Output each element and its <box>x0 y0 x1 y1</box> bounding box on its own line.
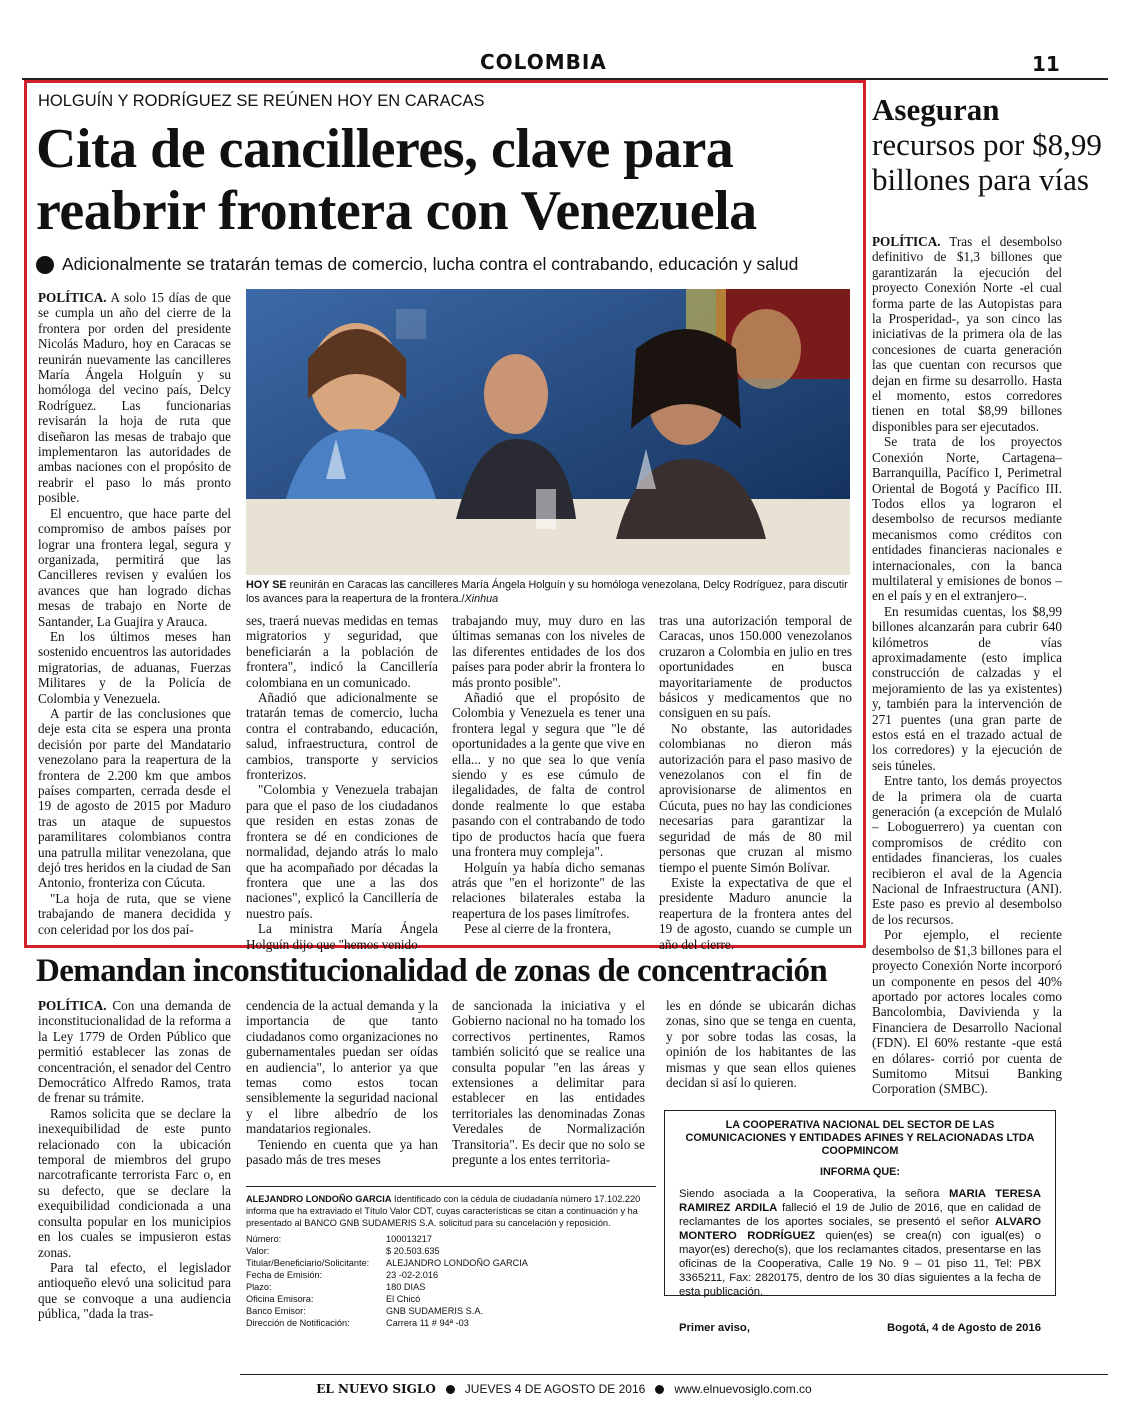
main-deck <box>36 254 798 275</box>
main-deck-text: Adicionalmente se tratarán temas de comercio, lucha contra el contrabando, educación y salud <box>62 254 799 274</box>
coop-body: Siendo asociada a la Cooperativa, la señora MARIA TERESA RAMIREZ ARDILA falleció el 19 de Julio de 2016, que en calidad de reclamantes de los aportes sociales, se presentó el señor ALVARO MONTERO RODRÍGUEZ quien(es) se crea(n) con igual(es) o mayor(es) derecho(s), que los reclamantes citados, presentarse en las oficinas de la Cooperativa, Calle 19 No. 9 – 01 piso 11, Tel: PBX 3365211, Fax: 2820175, dentro de los 30 días siguientes a la fecha de esta publicación. <box>679 1188 1042 1298</box>
second-column-2 <box>246 998 438 1167</box>
paragraph: "Colombia y Venezuela trabajan para que el paso de los ciudadanos que residen en estas zonas de frontera se dé en condiciones de normalidad, dejando atrás lo malo que ha acompañado por décadas la frontera que une a las dos naciones", explicó la Cancillería de nuestro país. <box>246 782 438 921</box>
second-column-4 <box>666 998 856 1090</box>
paragraph: Añadió que adicionalmente se tratarán temas de comercio, lucha contra el contrabando, educación, salud, infraestructura, control de cambios, transporte y servicios fronterizos. <box>246 690 438 783</box>
paragraph: No obstante, las autoridades colombianas no dieron más autorización para el paso masivo de venezolanos con el fin de aprovisionarse de alimentos en Cúcuta, pues no hay las condiciones necesarias para garantizar la seguridad de más de 80 mil personas que cruzan al mismo tiempo el puente Simón Bolívar. <box>659 720 852 875</box>
byline: POLÍTICA. <box>38 998 107 1013</box>
paragraph: La ministra María Ángela Holguín dijo que "hemos venido <box>246 921 438 952</box>
byline: POLÍTICA. <box>38 290 107 305</box>
paragraph: Para tal efecto, el legislador antioqueño elevó una solicitud para que se convoque a una audiencia pública, "dada la tras- <box>38 1259 231 1322</box>
coop-informa: INFORMA QUE: <box>820 1166 900 1178</box>
notice-row: Titular/Beneficiario/Solicitante: ALEJANDRO LONDOÑO GARCIA <box>246 1258 528 1268</box>
bullet-icon <box>36 256 54 274</box>
coop-header: LA COOPERATIVA NACIONAL DEL SECTOR DE LAS COMUNICACIONES Y ENTIDADES AFINES Y RELACIONADAS LTDA COOPMINCOM <box>685 1119 1035 1157</box>
photo-caption <box>246 578 852 606</box>
coop-foot-right: Bogotá, 4 de Agosto de 2016 <box>886 1322 1041 1334</box>
notice-row: Valor: $ 20.503.635 <box>246 1246 440 1256</box>
paragraph: En los últimos meses han sostenido encuentros las autoridades migratorias, de aduanas, Fuerzas Militares y de la Policía de Colombia y Venezuela. <box>38 628 231 706</box>
footer-url[interactable]: www.elnuevosiglo.com.co <box>674 1382 812 1396</box>
main-kicker: HOLGUÍN Y RODRÍGUEZ SE REÚNEN HOY EN CARACAS <box>38 92 485 110</box>
second-column-1 <box>38 998 231 1322</box>
notice-row: Número: 100013217 <box>246 1234 432 1244</box>
second-column-3 <box>452 998 645 1167</box>
paragraph: Entre tanto, los demás proyectos de la primera ola de cuarta generación (a excepción de Mulaló – Loboguerrero) ya cuentan con compromisos de crédito con entidades financieras, los cuales recibieron el aval de la Agencia Nacional de Infraestructura (ANI). Este paso es previo al desembolso de los recursos. <box>872 773 1062 927</box>
coop-notice <box>664 1110 1056 1334</box>
paragraph: En resumidas cuentas, los $8,99 billones alcanzarán para cubrir 640 kilómetros de vías aproximadamente (esto implica construcción de calzadas y el mejoramiento de las ya existentes) y, también para la intervención de 271 puentes (una gran parte de estos está en el trazado actual de los corredores) y la ejecución de seis túneles. <box>872 603 1062 773</box>
bullet-icon <box>655 1385 664 1394</box>
paragraph: Se trata de los proyectos Conexión Norte, Cartagena–Barranquilla, Pacífico I, Perimetral Oriental de Bogotá y Pacífico III. Todos ellos ya lograron el desembolso de recursos mediante mecanismos como créditos con entidades financieras nacionales e internacionales, con la banca multilateral y emisiones de bonos –en el país y en el extranjero–. <box>872 434 1062 604</box>
second-headline: Demandan inconstitucionalidad de zonas de concentración <box>36 953 828 989</box>
main-column-3 <box>452 613 645 937</box>
paragraph: de sancionada la iniciativa y el Gobierno nacional no ha tomado los correctivos pertinentes, Ramos también solicitó que se realice una consulta popular "en las áreas y extensiones a delimitar para establecer en las entidades territoriales las denominadas Zonas Veredales de Normalización Transitoria". Es decir que no solo se pregunte a los entes territoria- <box>452 998 645 1168</box>
side-headline <box>872 92 1112 197</box>
notice-name: ALEJANDRO LONDOÑO GARCIA <box>246 1194 392 1204</box>
section-title: COLOMBIA <box>480 50 607 74</box>
paragraph: A partir de las conclusiones que deje esta cita se espera una pronta decisión por parte del Mandatario venezolano para la reapertura de la frontera de 2.200 km que ambos países comparten, cerrada desde el 19 de agosto de 2015 por Maduro tras un ataque de supuestos paramilitares colombianos contra una patrulla militar venezolana, que dejó tres heridos en la ciudad de San Antonio, fronteriza con Cúcuta. <box>38 705 231 891</box>
byline: POLÍTICA. <box>872 234 941 249</box>
side-column <box>872 234 1062 1097</box>
main-headline: Cita de cancilleres, clave para reabrir frontera con Venezuela <box>36 118 757 242</box>
caption-text: reunirán en Caracas las cancilleres María Ángela Holguín y su homóloga venezolana, Delcy Rodríguez, para discutir los avances para la reapertura de la frontera./ <box>246 579 848 605</box>
footer-rule <box>240 1374 1108 1375</box>
paragraph: "La hoja de ruta, que se viene trabajando de manera decidida y con celeridad por los dos paí- <box>38 890 231 937</box>
page-footer <box>0 1382 1128 1396</box>
cancilleres-photo <box>246 289 850 575</box>
page-number: 11 <box>1032 52 1060 76</box>
paragraph: Existe la expectativa de que el presidente Maduro anuncie la reapertura de la frontera antes del 19 de agosto, cuando se cumple un año del cierre. <box>659 874 852 952</box>
notice-row: Dirección de Notificación: Carrera 11 # 94ª -03 <box>246 1318 469 1328</box>
caption-credit: Xinhua <box>464 593 499 605</box>
coop-footer <box>679 1321 1041 1335</box>
paragraph: Pese al cierre de la frontera, <box>464 921 612 937</box>
paragraph: ses, traerá nuevas medidas en temas migratorios y seguridad, que beneficiarán a la población de frontera", indicó la Cancillería colombiana en un comunicado. <box>246 613 438 690</box>
main-column-1 <box>38 290 231 937</box>
notice-row: Banco Emisor: GNB SUDAMERIS S.A. <box>246 1306 483 1316</box>
paragraph: tras una autorización temporal de Caracas, unos 150.000 venezolanos cruzaron a Colombia en julio en tres oportunidades en busca mayoritariamente de productos básicos y medicamentos que no consiguen en su país. <box>659 613 852 721</box>
coop-foot-left: Primer aviso, <box>679 1322 750 1334</box>
paragraph: Por ejemplo, el reciente desembolso de $1,3 billones para el proyecto Conexión Norte incorporó un componente en pesos del 40% aportado por actores locales como Bancolombia, Davivienda y la Financiera de Desarrollo Nacional (FDN). El 60% restante -que está en dólares- corrió por cuenta de Sumitomo Mitsui Banking Corporation (SMBC). <box>872 927 1062 1097</box>
main-column-2 <box>246 613 438 952</box>
coop-name-2: ALVARO MONTERO RODRÍGUEZ <box>679 1216 1041 1242</box>
paragraph: Teniendo en cuenta que ya han pasado más de tres meses <box>246 1136 438 1168</box>
paragraph: POLÍTICA. Tras el desembolso definitivo de $1,3 billones que garantizarán la ejecución del proyecto Conexión Norte -el cual forma parte de las Autopistas para la Prosperidad-, ya son cinco las iniciativas de la primera ola de las concesiones de cuarta generación las que cuentan con recursos que dejan en firme su desarrollo. Hasta el momento, estos corredores tienen en total $8,99 billones disponibles para ser ejecutados. <box>872 234 1062 434</box>
coop-name-1: MARIA TERESA RAMIREZ ARDILA <box>679 1188 1041 1214</box>
caption-lead: HOY SE <box>246 579 287 591</box>
paragraph: les en dónde se ubicarán dichas zonas, sino que se tenga en cuenta, y por sobre todas las cosas, la opinión de los habitantes de las mismas y que sean ellos quienes decidan si así lo quieren. <box>666 998 856 1091</box>
notice-intro <box>246 1186 656 1229</box>
paper-name: EL NUEVO SIGLO <box>316 1382 436 1396</box>
paragraph: POLÍTICA. Con una demanda de inconstitucionalidad de la reforma a la Ley 1779 de Orden Público que permitió establecer las zonas de concentración, el senador del Centro Democrático Alfredo Ramos, trata de frenar su trámite. <box>38 998 231 1106</box>
lost-title-notice <box>246 1186 656 1329</box>
notice-intro-text: Identificado con la cédula de ciudadanía número 17.102.220 informa que ha extraviado el Título Valor CDT, cuyas características se citan a continuación y ha presentado al BANCO GNB SUDAMERIS S.A. solicitud para su cancelación y reposición. <box>246 1194 641 1228</box>
main-column-4 <box>659 613 852 952</box>
paragraph: POLÍTICA. A solo 15 días de que se cumpla un año del cierre de la frontera por orden del presidente Nicolás Maduro, hoy en Caracas se reunirán nuevamente las cancilleres María Ángela Holguín y su homóloga del vecino país, Delcy Rodríguez. Las funcionarias revisarán la hoja de ruta que diseñaron las mesas de trabajo que implementaron las autoridades de ambas naciones con el propósito de reabrir el paso lo más pronto posible. <box>38 290 231 506</box>
notice-row: Oficina Emisora: El Chicó <box>246 1294 421 1304</box>
paragraph: trabajando muy, muy duro en las últimas semanas con los niveles de las diferentes entidades de los dos países para poder abrir la frontera lo más pronto posible". <box>452 613 645 690</box>
notice-row: Fecha de Emisión: 23 -02-2.016 <box>246 1270 439 1280</box>
paragraph: Holguín ya había dicho semanas atrás que "en el horizonte" de las relaciones bilaterales estaba la reapertura de los pases limítrofes. <box>452 859 645 921</box>
paragraph: Añadió que el propósito de Colombia y Venezuela es tener una frontera legal y segura que "le dé oportunidades a la gente que vive en ella... y no que sea lo que venía siendo y es ese cúmulo de ilegalidades, de falta de control donde realmente lo que estaba pasando con el contrabando de todo tipo de productos hacía que fuera una frontera muy compleja". <box>452 690 645 860</box>
footer-date: JUEVES 4 DE AGOSTO DE 2016 <box>464 1382 646 1396</box>
side-headline-rest: recursos por $8,99 billones para vías <box>872 127 1102 197</box>
bullet-icon <box>446 1385 455 1394</box>
paragraph: Ramos solicita que se declare la inexequibilidad de este punto relacionado con la ubicación temporal de miembros del grupo narcotraficante terrorista Farc o, en su defecto, que se declare la exequibilidad condicionada a una consulta popular en los municipios en los cuales se impusieron estas zonas. <box>38 1105 231 1260</box>
paragraph: El encuentro, que hace parte del compromiso de ambos países por lograr una frontera legal, segura y organizada, permitirá que las Cancilleres revisen y evalúen los avances que han logrado dichas mesas de trabajo en Norte de Santander, La Guajira y Arauca. <box>38 505 231 629</box>
paragraph: cendencia de la actual demanda y la importancia de que tanto ciudadanos como organizaciones no gubernamentales puedan ser oídas en audiencia", lo anterior ya que temas como estos tocan sensiblemente la seguridad nacional y el libre albedrío de los mandatarios regionales. <box>246 998 438 1137</box>
notice-row: Plazo: 180 DIAS <box>246 1282 426 1292</box>
side-headline-first: Aseguran <box>872 92 1000 127</box>
